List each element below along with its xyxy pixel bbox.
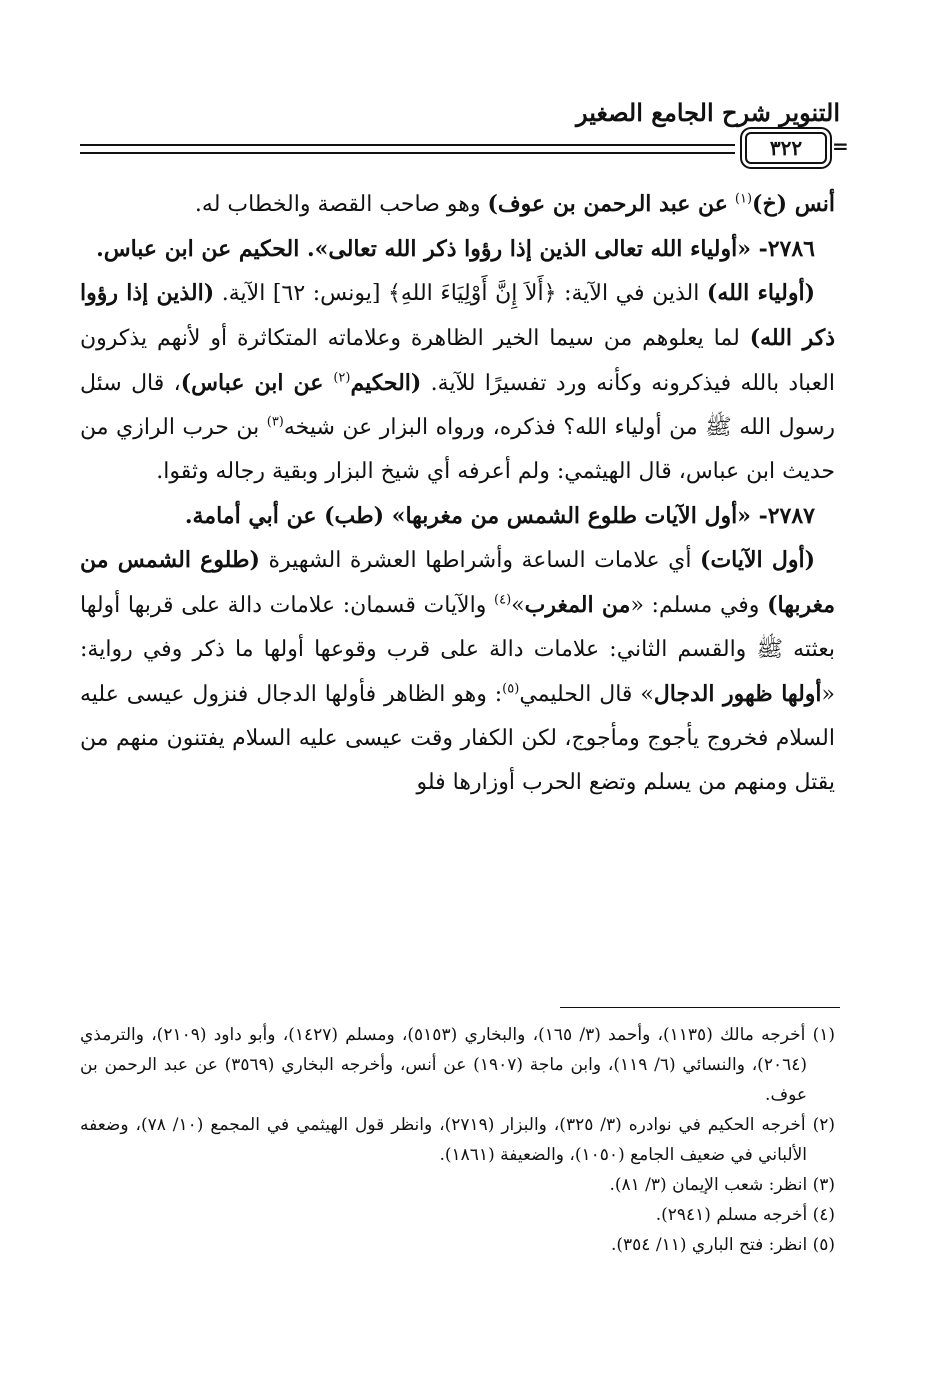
text-run: » bbox=[511, 593, 525, 618]
text-run: أي علامات الساعة وأشراطها العشرة الشهيرة bbox=[259, 548, 701, 573]
text-run: وفي مسلم: « bbox=[630, 593, 768, 618]
text-run: الذين في الآية: ﴿أَلاَ إِنَّ أَوْلِيَاءَ اللهِ﴾ [يونس: ٦٢] الآية. bbox=[214, 281, 707, 306]
hadith-text: ٢٧٨٦- «أولياء الله تعالى الذين إذا رؤوا ذكر الله تعالى». الحكيم عن ابن عباس. bbox=[96, 236, 815, 262]
footnote-ref[interactable]: (٤) bbox=[494, 592, 512, 608]
header-double-line bbox=[80, 144, 735, 154]
text-run: (طلوع الشمس من مغربها) bbox=[80, 547, 835, 618]
footnote-ref[interactable]: (١) bbox=[734, 191, 753, 207]
text-run bbox=[728, 192, 735, 217]
page-number: ٣٢٢ bbox=[745, 132, 827, 164]
text-run: من المغرب bbox=[524, 592, 631, 618]
text-run: عن عبد الرحمن بن عوف) bbox=[487, 191, 728, 217]
book-page bbox=[80, 0, 849, 1383]
text-run: ، قال سئل رسول الله ﷺ من أولياء الله؟ فذكره، ورواه البزار عن شيخه bbox=[80, 371, 835, 440]
footnote-ref[interactable]: (٥) bbox=[502, 681, 520, 697]
text-run: أنس (خ) bbox=[752, 191, 835, 217]
text-run: والآيات قسمان: علامات دالة على قربها أولها بعثته ﷺ والقسم الثاني: علامات دالة على قرب وقوعها أولها ما ذكر وفي رواية: « bbox=[80, 593, 835, 707]
main-text bbox=[80, 182, 835, 805]
text-run: عن ابن عباس) bbox=[180, 370, 334, 396]
text-run: (أولياء الله) bbox=[706, 280, 816, 306]
text-run: » قال الحليمي bbox=[519, 682, 654, 707]
text-run: وهو صاحب القصة والخطاب له. bbox=[194, 192, 488, 217]
commentary-2787 bbox=[80, 538, 835, 805]
text-run: لما يعلوهم من سيما الخير الظاهرة وعلاماته المتكاثرة أو لأنهم يذكرون العباد بالله فيذكرونه وكأنه ورد تفسيرًا للآية. bbox=[80, 326, 835, 396]
footnote-4: (٤) أخرجه مسلم (٢٩٤١). bbox=[655, 1205, 835, 1225]
footnote-5: (٥) انظر: فتح الباري (١١/ ٣٥٤). bbox=[611, 1235, 835, 1255]
text-run: (الذين إذا رؤوا ذكر الله) bbox=[80, 280, 836, 351]
text-run: : وهو الظاهر فأولها الدجال فنزول عيسى عليه السلام فخروج يأجوج ومأجوج، لكن الكفار وقت عيسى عليه السلام يفتنون منهم من يقتل ومنهم من يسلم وتضع الحرب أوزارها فلو bbox=[80, 682, 835, 795]
text-run: بن حرب الرازي من حديث ابن عباس، قال الهيثمي: ولم أعرفه أي شيخ البزار وبقية رجاله وثقوا. bbox=[80, 415, 835, 484]
footnote-ref[interactable]: (٣) bbox=[266, 414, 284, 430]
footnote-1: (١) أخرجه مالك (١١٣٥)، وأحمد (٣/ ١٦٥)، والبخاري (٥١٥٣)، ومسلم (١٤٢٧)، وأبو داود (٢١٠٩)، والترمذي (٢٠٦٤)، والنسائي (٦/ ١١٩)، وابن ماجة (١٩٠٧) عن أنس، وأخرجه البخاري (٣٥٦٩) عن عبد الرحمن بن عوف. bbox=[80, 1025, 835, 1105]
footnotes bbox=[80, 1020, 835, 1260]
text-run: (أول الآيات) bbox=[700, 547, 815, 573]
footnote-ref[interactable]: (٢) bbox=[333, 370, 351, 386]
running-header-title: التنوير شرح الجامع الصغير bbox=[576, 98, 840, 127]
hadith-text: ٢٧٨٧- «أول الآيات طلوع الشمس من مغربها» (طب) عن أبي أمامة. bbox=[184, 503, 815, 529]
text-run: (الحكيم bbox=[350, 370, 422, 396]
hadith-2786 bbox=[80, 227, 835, 271]
footnote-2: (٢) أخرجه الحكيم في نوادره (٣/ ٣٢٥)، والبزار (٢٧١٩)، وانظر قول الهيثمي في المجمع (١٠/ ٧٨)، وضعفه الألباني في ضعيف الجامع (١٠٥٠)، والضعيفة (١٨٦١). bbox=[80, 1115, 835, 1165]
footnote-separator bbox=[560, 1007, 840, 1008]
text-run: أولها ظهور الدجال bbox=[653, 681, 822, 707]
footnote-3: (٣) انظر: شعب الإيمان (٣/ ٨١). bbox=[609, 1175, 835, 1195]
header-mark: = bbox=[832, 134, 849, 158]
hadith-2787 bbox=[80, 494, 835, 538]
commentary-2786 bbox=[80, 271, 835, 494]
header-rule bbox=[80, 132, 849, 162]
paragraph-continuation bbox=[80, 182, 835, 227]
